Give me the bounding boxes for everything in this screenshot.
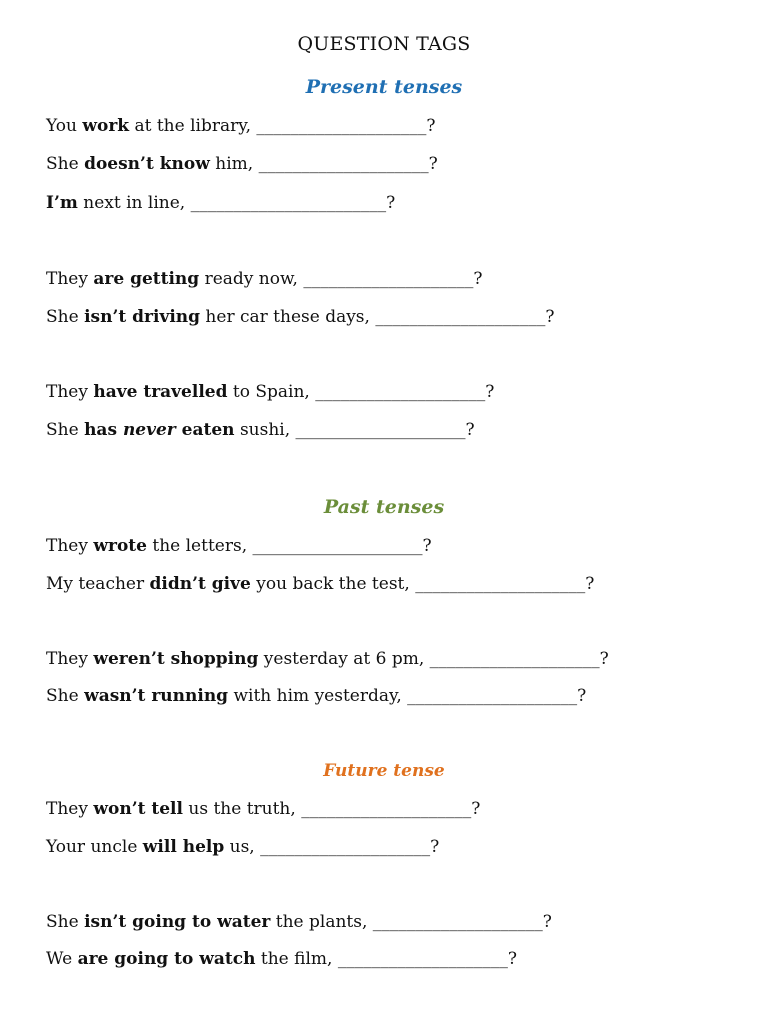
sentence-present-7: She has never eaten sushi, ____________________?	[46, 420, 475, 440]
sentence-future-2: Your uncle will help us, ____________________?	[46, 837, 440, 857]
sentence-future-4: We are going to watch the film, ____________________?	[46, 949, 517, 969]
sentence-future-3: She isn’t going to water the plants, ____________________?	[46, 912, 552, 932]
answer-blank[interactable]: _______________________	[190, 193, 387, 213]
sentence-future-1: They won’t tell us the truth, ____________________?	[46, 799, 481, 819]
answer-blank[interactable]: ____________________	[252, 536, 423, 556]
answer-blank[interactable]: ____________________	[337, 949, 508, 969]
answer-blank[interactable]: ____________________	[301, 799, 472, 819]
sentence-past-2: My teacher didn’t give you back the test, ____________________?	[46, 574, 595, 594]
answer-blank[interactable]: ____________________	[315, 382, 486, 402]
sentence-past-3: They weren’t shopping yesterday at 6 pm, ____________________?	[46, 649, 609, 669]
answer-blank[interactable]: ____________________	[375, 307, 546, 327]
sentence-past-1: They wrote the letters, ____________________?	[46, 536, 432, 556]
worksheet-title: QUESTION TAGS	[297, 33, 471, 55]
answer-blank[interactable]: ____________________	[258, 154, 429, 174]
sentence-present-3: I’m next in line, _______________________?	[46, 193, 396, 213]
section-heading-past: Past tenses	[323, 496, 445, 518]
answer-blank[interactable]: ____________________	[415, 574, 586, 594]
sentence-present-6: They have travelled to Spain, ____________________?	[46, 382, 495, 402]
answer-blank[interactable]: ____________________	[303, 269, 474, 289]
sentence-present-2: She doesn’t know him, ____________________?	[46, 154, 438, 174]
sentence-present-5: She isn’t driving her car these days, ____________________?	[46, 307, 555, 327]
section-heading-present: Present tenses	[305, 76, 463, 98]
answer-blank[interactable]: ____________________	[295, 420, 466, 440]
answer-blank[interactable]: ____________________	[256, 116, 427, 136]
answer-blank[interactable]: ____________________	[429, 649, 600, 669]
answer-blank[interactable]: ____________________	[407, 686, 578, 706]
sentence-past-4: She wasn’t running with him yesterday, ____________________?	[46, 686, 587, 706]
sentence-present-4: They are getting ready now, ____________________?	[46, 269, 483, 289]
answer-blank[interactable]: ____________________	[260, 837, 431, 857]
section-heading-future: Future tense	[323, 761, 445, 781]
sentence-present-1: You work at the library, ____________________?	[46, 116, 436, 136]
answer-blank[interactable]: ____________________	[372, 912, 543, 932]
